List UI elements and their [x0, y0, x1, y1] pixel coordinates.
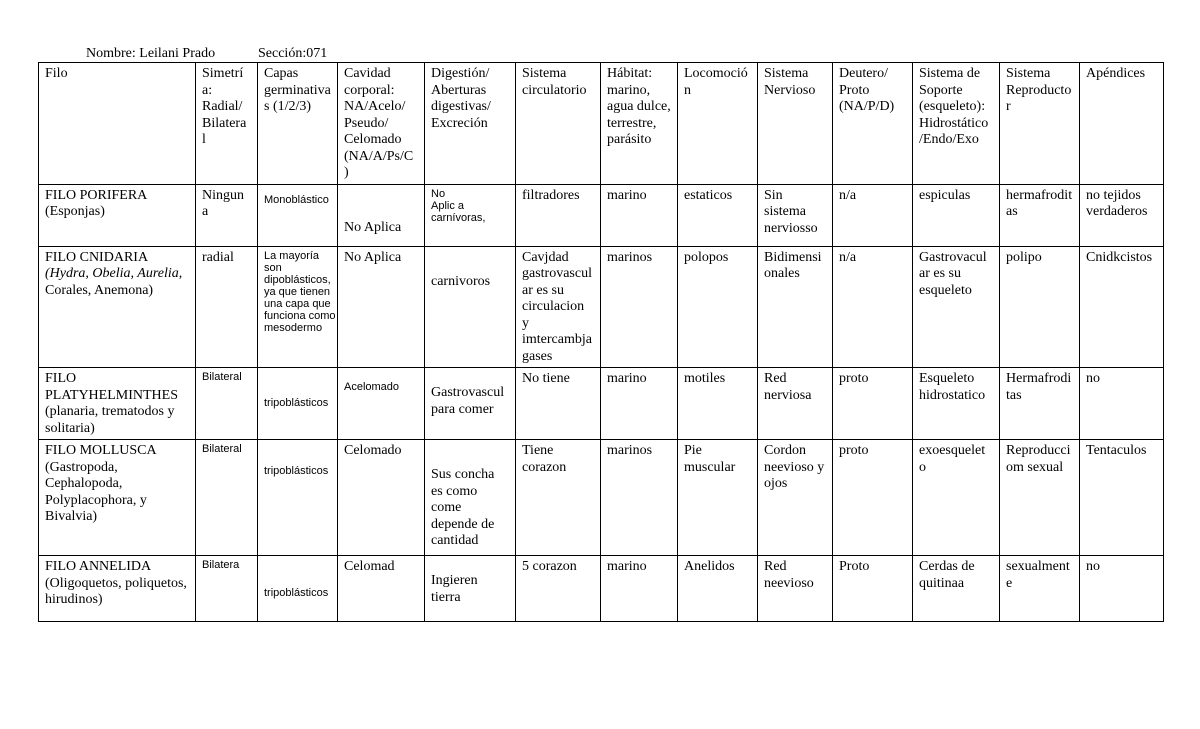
capas-cell [258, 184, 338, 246]
table-row [39, 184, 1164, 246]
habitat-cell: marinos [601, 246, 678, 368]
digestion-cell [425, 368, 516, 440]
capas-text: La mayoría son dipoblásticos, ya que tienen una capa que funciona como mesodermo [264, 249, 336, 334]
simetria-cell [196, 368, 258, 440]
soporte-cell: Gastrovacul ar es su esqueleto [913, 246, 1000, 368]
simetria-text: Bilatera [202, 559, 240, 571]
nervioso-cell: Red nerviosa [758, 368, 833, 440]
filo-name: FILO PORIFERA [45, 187, 148, 203]
filo-examples: (Esponjas) [45, 204, 105, 219]
deutero-cell: proto [833, 440, 913, 556]
capas-cell [258, 556, 338, 622]
capas-text: tripoblásticos [264, 397, 329, 409]
filo-name: FILO ANNELIDA [45, 559, 152, 574]
habitat-cell: marino [601, 184, 678, 246]
apendices-cell: no [1080, 368, 1164, 440]
digestion-cell [425, 556, 516, 622]
filo-name: FILO CNIDARIA [45, 249, 149, 265]
circulatorio-cell: 5 corazon [516, 556, 601, 622]
col-header-simetria: Simetrí a: Radial/ Bilatera l [196, 63, 258, 185]
cavidad-cell: No Aplica [338, 246, 425, 368]
digestion-cell [425, 184, 516, 246]
locomocion-cell: estaticos [678, 184, 758, 246]
locomocion-cell: Pie muscular [678, 440, 758, 556]
capas-cell [258, 368, 338, 440]
apendices-cell: no [1080, 556, 1164, 622]
digestion-text: Sus concha es como come depende de cantidad [431, 467, 495, 548]
nervioso-cell: Bidimensi onales [758, 246, 833, 368]
locomocion-cell: motiles [678, 368, 758, 440]
section-number: Sección:071 [258, 46, 328, 61]
locomocion-cell: Anelidos [678, 556, 758, 622]
cavidad-text: Acelomado [344, 381, 400, 393]
col-header-habitat: Hábitat: marino, agua dulce, terrestre, parásito [601, 63, 678, 185]
filo-name: FILO PLATYHELMINTHES [45, 371, 178, 403]
student-name: Nombre: Leilani Prado [86, 46, 216, 61]
capas-text: tripoblásticos [264, 465, 329, 477]
nervioso-cell: Cordon neevioso y ojos [758, 440, 833, 556]
col-header-cavidad: Cavidad corporal: NA/Acelo/ Pseudo/ Celomado (NA/A/Ps/C ) [338, 63, 425, 185]
deutero-cell: n/a [833, 184, 913, 246]
circulatorio-cell: Cavjdad gastrovascul ar es su circulacion y imtercambja gases [516, 246, 601, 368]
habitat-cell: marino [601, 556, 678, 622]
table-row [39, 440, 1164, 556]
cavidad-cell [338, 368, 425, 440]
digestion-text: No Aplic a [431, 187, 465, 212]
cavidad-cell: Celomad [338, 556, 425, 622]
reproductor-cell: Reproducci om sexual [1000, 440, 1080, 556]
simetria-text: Bilateral [202, 371, 242, 383]
soporte-cell: Esqueleto hidrostatico [913, 368, 1000, 440]
soporte-cell: espiculas [913, 184, 1000, 246]
apendices-cell: Tentaculos [1080, 440, 1164, 556]
deutero-cell: Proto [833, 556, 913, 622]
reproductor-cell: polipo [1000, 246, 1080, 368]
soporte-cell: exoesquelet o [913, 440, 1000, 556]
reproductor-cell: hermafrodit as [1000, 184, 1080, 246]
col-header-digestion: Digestión/ Aberturas digestivas/ Excreción [425, 63, 516, 185]
filo-examples: (Oligoquetos, poliquetos, hirudinos) [45, 575, 187, 607]
filo-examples-italic: (Hydra, Obelia, Aurelia, [45, 266, 183, 281]
filo-cell [39, 368, 196, 440]
col-header-soporte: Sistema de Soporte (esqueleto): Hidrostático /Endo/Exo [913, 63, 1000, 185]
digestion-text: carnivoros [431, 273, 491, 289]
nervioso-cell: Red neevioso [758, 556, 833, 622]
deutero-cell: n/a [833, 246, 913, 368]
reproductor-cell: sexualment e [1000, 556, 1080, 622]
apendices-cell: no tejidos verdaderos [1080, 184, 1164, 246]
habitat-cell: marino [601, 368, 678, 440]
capas-text: tripoblásticos [264, 587, 329, 599]
digestion-text: Ingieren tierra [431, 573, 478, 605]
filo-cell [39, 440, 196, 556]
simetria-cell: Ningun a [196, 184, 258, 246]
simetria-cell [196, 440, 258, 556]
col-header-nervioso: Sistema Nervioso [758, 63, 833, 185]
filo-examples: (Gastropoda, Cephalopoda, Polyplacophora, y Bivalvia) [45, 459, 147, 524]
circulatorio-cell: Tiene corazon [516, 440, 601, 556]
capas-text: Monoblástico [264, 193, 329, 206]
phyla-table [38, 62, 1164, 622]
circulatorio-cell: filtradores [516, 184, 601, 246]
table-row [39, 556, 1164, 622]
deutero-cell: proto [833, 368, 913, 440]
filo-examples: (planaria, trematodos y solitaria) [45, 404, 175, 436]
simetria-cell [196, 556, 258, 622]
capas-cell [258, 246, 338, 368]
digestion-cell [425, 440, 516, 556]
col-header-circulatorio: Sistema circulatorio [516, 63, 601, 185]
cavidad-cell: Celomado [338, 440, 425, 556]
filo-name: FILO MOLLUSCA [45, 443, 157, 458]
digestion-cell [425, 246, 516, 368]
col-header-reproductor: Sistema Reproducto r [1000, 63, 1080, 185]
circulatorio-cell: No tiene [516, 368, 601, 440]
cavidad-text: No Aplica [344, 219, 402, 235]
apendices-cell: Cnidkcistos [1080, 246, 1164, 368]
filo-cell [39, 246, 196, 368]
habitat-cell: marinos [601, 440, 678, 556]
nervioso-cell: Sin sistema nerviosso [758, 184, 833, 246]
col-header-capas: Capas germinativa s (1/2/3) [258, 63, 338, 185]
digestion-text-2: carnívoras, [431, 211, 486, 224]
locomocion-cell: polopos [678, 246, 758, 368]
reproductor-cell: Hermafrodi tas [1000, 368, 1080, 440]
col-header-apendices: Apéndices [1080, 63, 1164, 185]
capas-cell [258, 440, 338, 556]
cavidad-cell [338, 184, 425, 246]
table-row [39, 246, 1164, 368]
filo-examples: Corales, Anemona) [45, 282, 154, 298]
soporte-cell: Cerdas de quitinaa [913, 556, 1000, 622]
table-row [39, 368, 1164, 440]
simetria-text: Bilateral [202, 443, 242, 455]
col-header-locomocion: Locomoció n [678, 63, 758, 185]
filo-cell [39, 556, 196, 622]
col-header-filo: Filo [39, 63, 196, 185]
digestion-text: Gastrovascul para comer [431, 385, 505, 417]
header-row [39, 63, 1164, 185]
simetria-cell: radial [196, 246, 258, 368]
filo-cell [39, 184, 196, 246]
col-header-deutero: Deutero/ Proto (NA/P/D) [833, 63, 913, 185]
